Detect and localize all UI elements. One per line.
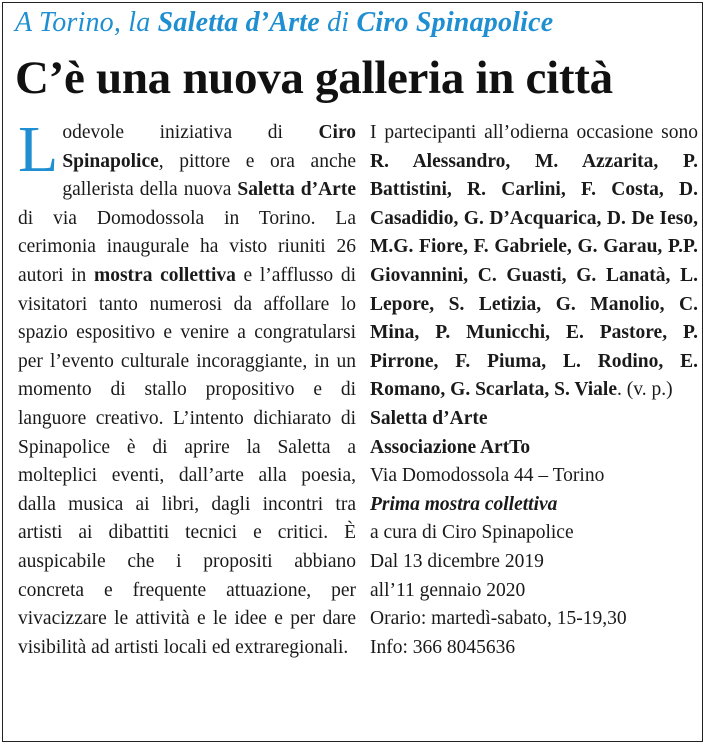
right-column xyxy=(370,119,698,662)
left-text-1: odevole iniziativa di xyxy=(62,122,319,143)
left-text-4: e l’afflusso di visitatori tanto numerosi da affollare lo spazio espositivo e venire a congratularsi per l’evento culturale incoraggiante, in un momento di stallo propositivo e di languore creativo. L’intento dichiarato di Spinapolice è di aprire la Saletta a molteplici eventi, dall’arte alla poesia, dalla musica ai libri, dagli incontri tra artisti ai dibattiti tecnici e critici. È auspicabile che i propositi abbiano concreta e frequente attuazione, per vivacizzare le attività e le idee e per dare visibilità ad artisti locali ed extraregionali. xyxy=(18,264,356,658)
kicker-artist-name: Ciro Spinapolice xyxy=(356,7,554,38)
venue-name xyxy=(370,405,698,434)
left-text-2: , pittore e ora anche gallerista della nuova xyxy=(62,150,356,201)
left-bold-gallery: Saletta d’Arte xyxy=(237,179,356,201)
participants-paragraph xyxy=(370,119,698,405)
kicker xyxy=(15,7,553,39)
participants-names: R. Alessandro, M. Azzarita, P. Battistini, R. Carlini, F. Costa, D. Casadidio, G. D’Acquarica, D. De Ieso, M.G. Fiore, F. Gabriele, G. Garau, P.P. Giovannini, C. Guasti, G. Lanatà, L. Lepore, S. Letizia, G. Manolio, C. Mina, P. Municchi, E. Pastore, P. Pirrone, F. Piuma, L. Rodino, E. Romano, G. Scarlata, S. Viale xyxy=(370,150,698,401)
kicker-text-1: A Torino, la xyxy=(15,7,158,38)
venue-name-text: Saletta d’Arte xyxy=(370,407,488,429)
participants-intro: I partecipanti all’odierna occasione sono xyxy=(370,122,698,143)
left-column xyxy=(18,113,356,662)
left-bold-show: mostra collettiva xyxy=(93,264,236,286)
article-frame xyxy=(2,2,703,742)
venue-address: Via Domodossola 44 – Torino xyxy=(370,465,605,487)
left-text-3: di via Domodossola in Torino. La cerimonia inaugurale ha visto riuniti 26 autori in xyxy=(18,207,356,286)
show-curator: a cura di Ciro Spinapolice xyxy=(370,522,574,544)
participants-end: . (v. p.) xyxy=(617,379,673,401)
show-date-from: Dal 13 dicembre 2019 xyxy=(370,550,544,572)
show-date-to: all’11 gennaio 2020 xyxy=(370,579,526,601)
venue-association-text: Associazione ArtTo xyxy=(370,436,531,458)
headline: C’è una nuova galleria in città xyxy=(15,52,613,104)
left-bold-artist: Ciro Spinapolice xyxy=(62,122,356,172)
info-phone: Info: 366 8045636 xyxy=(370,636,516,658)
kicker-text-2: di xyxy=(319,7,357,38)
show-title: Prima mostra collettiva xyxy=(370,493,558,515)
left-paragraph xyxy=(18,113,356,662)
venue-association xyxy=(370,434,698,463)
kicker-gallery-name: Saletta d’Arte xyxy=(157,7,320,38)
opening-hours: Orario: martedì-sabato, 15-19,30 xyxy=(370,608,627,630)
drop-cap: L xyxy=(18,113,59,186)
